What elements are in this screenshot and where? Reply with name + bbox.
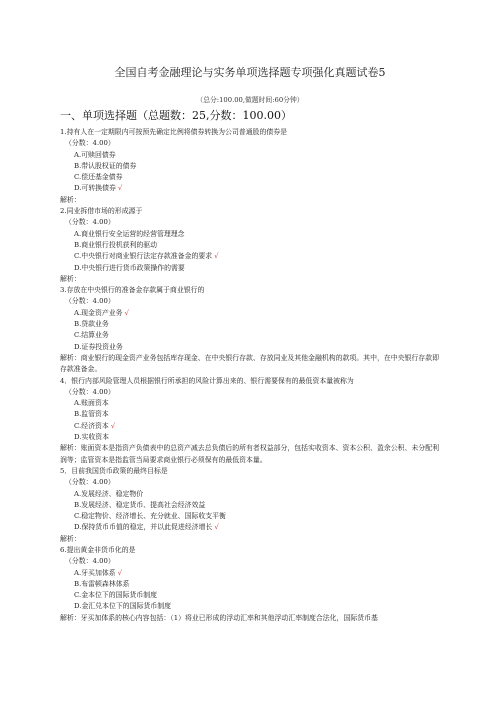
question-score: （分数：4.00） <box>65 478 115 487</box>
answer-option-text: A.商业银行安全运营的经营管理理念 <box>74 229 185 238</box>
correct-check-icon: √ <box>124 308 129 317</box>
question-stem: 4．银行内部风险管理人员根据银行所承担的风险计算出来的、银行需要保有的最低资本量被称为 <box>60 376 354 385</box>
answer-option <box>60 308 440 319</box>
answer-option <box>60 263 440 274</box>
correct-check-icon: √ <box>110 421 116 430</box>
answer-option <box>60 579 440 590</box>
section-heading: 一、单项选择题（总题数：25,分数：100.00） <box>60 109 292 122</box>
question-block <box>60 545 440 624</box>
answer-option <box>60 421 440 432</box>
question-score: （分数：4.00） <box>65 218 115 227</box>
answer-option <box>60 398 440 409</box>
question-score: （分数：4.00） <box>65 387 115 396</box>
answer-option <box>60 568 440 579</box>
answer-option <box>60 150 440 161</box>
question-stem: 1.持有人在一定期限内可按预先确定比例将债券转换为公司普通股的债券是 <box>60 128 288 136</box>
answer-option-text: A.可赎回债券 <box>74 150 116 159</box>
answer-option <box>60 330 440 341</box>
explanation: 解析：商业银行的现金资产业务包括库存现金、在中央银行存款、存放同业及其他金融机构的款项。其中，在中央银行存款即存款准备金。 <box>60 353 439 374</box>
explanation: 解析：账面资本是指资产负债表中的总资产减去总负债后的所有者权益部分，包括实收资本、资本公积、盈余公积、未分配利润等；监管资本是指监管当局要求商业银行必须保有的最低资本量。 <box>60 444 439 464</box>
answer-option-text: A.牙买加体系 <box>74 568 116 577</box>
question-score: （分数：4.00） <box>65 557 115 566</box>
answer-option-text: D.中央银行进行货币政策操作的需要 <box>74 263 185 272</box>
answer-option <box>60 432 440 443</box>
answer-option <box>60 342 440 353</box>
question-list <box>60 127 440 624</box>
answer-option <box>60 161 440 172</box>
answer-option-text: B.发展经济、稳定货币、提高社会经济效益 <box>74 500 206 509</box>
answer-option <box>60 522 440 533</box>
answer-option-text: A.发展经济、稳定物价 <box>74 489 144 498</box>
explanation: 解析： <box>60 195 81 204</box>
answer-option-text: B.贷款业务 <box>74 320 109 329</box>
answer-option-text: C.偿还基金债券 <box>74 173 123 182</box>
question-block <box>60 466 440 545</box>
answer-option-text: D.金汇兑本位下的国际货币制度 <box>74 602 172 611</box>
question-score: （分数：4.00） <box>65 297 115 306</box>
answer-option-text: C.经济资本 <box>74 421 109 430</box>
correct-check-icon: √ <box>214 252 219 261</box>
answer-option-text: D.实收资本 <box>74 433 110 442</box>
answer-option <box>60 590 440 601</box>
answer-option <box>60 511 440 522</box>
correct-check-icon: √ <box>117 568 123 577</box>
answer-option-text: B.布雷顿森林体系 <box>74 579 130 588</box>
question-stem: 3.存放在中央银行的准备金存款属于商业银行的 <box>60 286 205 295</box>
answer-option-text: B.监管资本 <box>74 410 109 419</box>
answer-option <box>60 229 440 240</box>
question-block <box>60 285 440 375</box>
answer-option <box>60 183 440 194</box>
answer-option-text: D.保持货币币值的稳定，并以此促进经济增长 <box>74 523 213 532</box>
answer-option-text: C.金本位下的国际货币制度 <box>74 591 158 600</box>
answer-option-text: C.稳定物价、经济增长、充分就业、国际收支平衡 <box>74 512 226 521</box>
question-block <box>60 376 440 466</box>
exam-meta: （总分:100.00,做题时间:60分钟） <box>196 96 304 104</box>
question-stem: 2.同业拆借市场的形成源于 <box>60 207 143 216</box>
answer-option <box>60 409 440 420</box>
answer-option-text: A.现金资产业务 <box>74 308 123 317</box>
answer-option <box>60 601 440 612</box>
answer-option-text: C.结算业务 <box>74 331 109 340</box>
answer-option <box>60 489 440 500</box>
document-title: 全国自考金融理论与实务单项选择题专项强化真题试卷5 <box>114 66 386 79</box>
answer-option-text: D.可转换债券 <box>74 184 116 193</box>
answer-option <box>60 240 440 251</box>
question-stem: 5．目前我国货币政策的最终目标是 <box>60 466 168 475</box>
question-score: （分数：4.00） <box>65 139 115 148</box>
question-stem: 6.提出黄金非货币化的是 <box>60 545 136 554</box>
answer-option-text: B.商业银行投机获利的驱动 <box>74 240 158 249</box>
question-block <box>60 127 440 206</box>
answer-option-text: C.中央银行对商业银行法定存款准备金的要求 <box>74 252 213 261</box>
explanation: 解析： <box>60 274 81 283</box>
answer-option-text: A.账面资本 <box>74 399 109 408</box>
explanation: 解析： <box>60 534 81 543</box>
answer-option <box>60 251 440 262</box>
question-block <box>60 206 440 285</box>
answer-option <box>60 172 440 183</box>
answer-option-text: D.证券投资业务 <box>74 342 123 351</box>
correct-check-icon: √ <box>117 184 123 193</box>
answer-option <box>60 319 440 330</box>
answer-option <box>60 500 440 511</box>
answer-option-text: B.带认股权证的债券 <box>74 161 137 170</box>
correct-check-icon: √ <box>214 523 219 532</box>
explanation: 解析：牙买加体系的核心内容包括：（1）将业已形成的浮动汇率和其他浮动汇率制度合法化，国际货币基 <box>60 613 378 622</box>
